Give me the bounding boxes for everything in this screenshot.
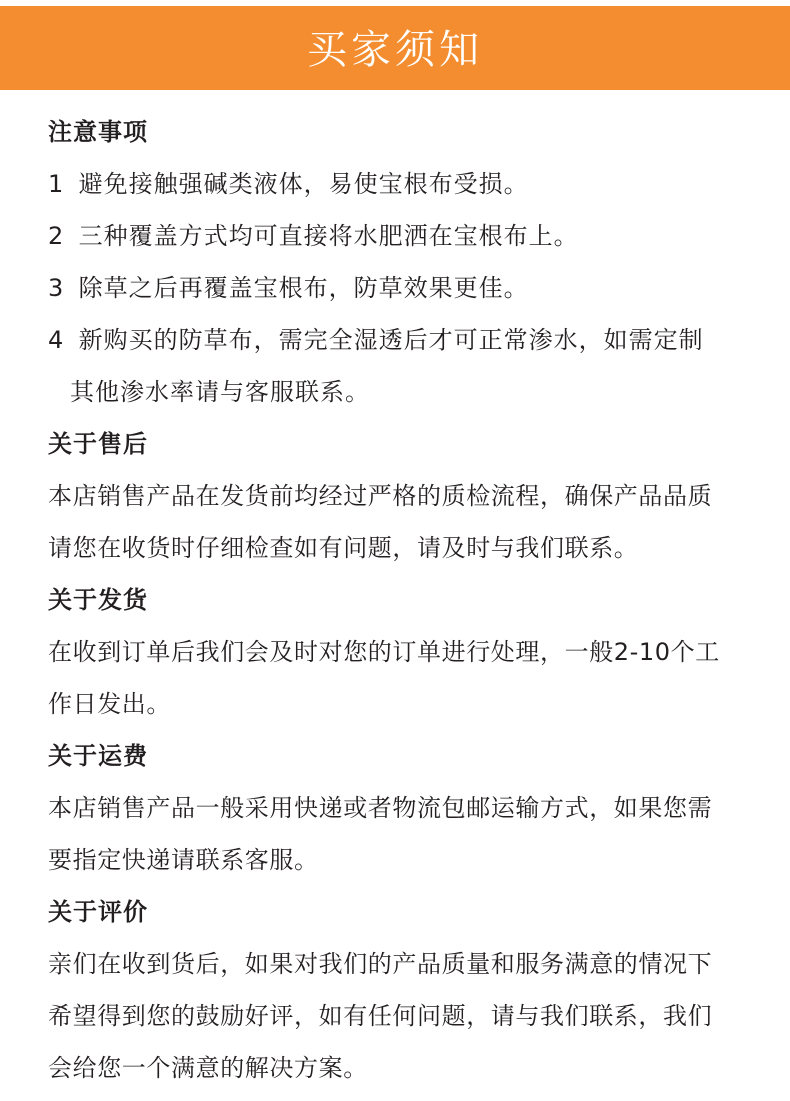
- after-sales-line-1: 本店销售产品在发货前均经过严格的质检流程，确保产品品质: [48, 482, 713, 510]
- note-item-1: [48, 165, 778, 217]
- note-item-4-continuation: 其他渗水率请与客服联系。: [70, 378, 370, 406]
- section-heading-notes: 注意事项: [48, 118, 148, 146]
- after-sales-line-2: 请您在收货时仔细检查如有问题，请及时与我们联系。: [48, 534, 639, 562]
- note-number: 2: [48, 222, 65, 250]
- section-heading-after-sales: 关于售后: [48, 430, 148, 458]
- note-item-3: [48, 269, 778, 321]
- page-title: 买家须知: [307, 26, 483, 73]
- section-heading-shipping: 关于发货: [48, 586, 148, 614]
- section-heading-review: 关于评价: [48, 898, 148, 926]
- note-number: 1: [48, 170, 65, 198]
- title-banner: [0, 6, 790, 90]
- note-text: 除草之后再覆盖宝根布，防草效果更佳。: [78, 274, 529, 302]
- note-number: 4: [48, 326, 65, 354]
- review-line-2: 希望得到您的鼓励好评，如有任何问题，请与我们联系，我们: [48, 1002, 713, 1030]
- note-item-4: [48, 321, 778, 373]
- freight-line-2: 要指定快递请联系客服。: [48, 846, 319, 874]
- review-line-1: 亲们在收到货后，如果对我们的产品质量和服务满意的情况下: [48, 950, 713, 978]
- note-text: 新购买的防草布，需完全湿透后才可正常渗水，如需定制: [78, 326, 704, 354]
- section-heading-freight: 关于运费: [48, 742, 148, 770]
- note-text: 避免接触强碱类液体，易使宝根布受损。: [78, 170, 529, 198]
- shipping-line-2: 作日发出。: [48, 690, 171, 718]
- shipping-line-1: 在收到订单后我们会及时对您的订单进行处理，一般2-10个工: [48, 638, 720, 666]
- note-number: 3: [48, 274, 65, 302]
- notice-content: [48, 113, 778, 1101]
- note-item-2: [48, 217, 778, 269]
- note-text: 三种覆盖方式均可直接将水肥洒在宝根布上。: [78, 222, 579, 250]
- freight-line-1: 本店销售产品一般采用快递或者物流包邮运输方式，如果您需: [48, 794, 713, 822]
- review-line-3: 会给您一个满意的解决方案。: [48, 1054, 368, 1082]
